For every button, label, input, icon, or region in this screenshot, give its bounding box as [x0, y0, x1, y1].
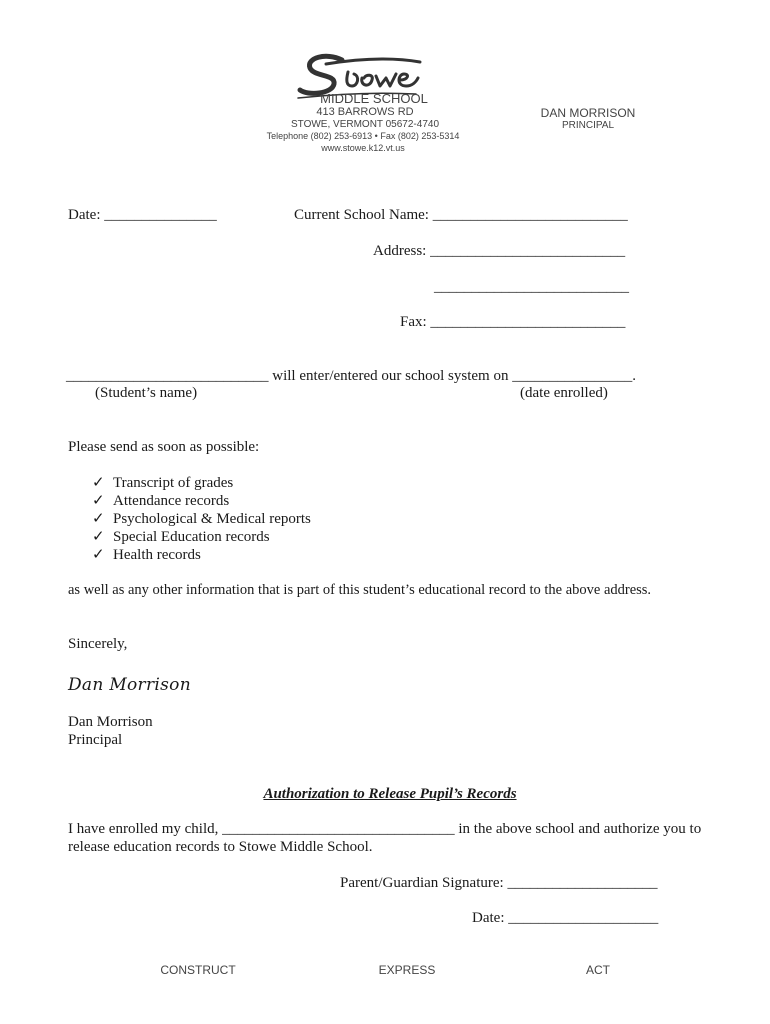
address-blank-1[interactable]: __________________________: [430, 243, 626, 259]
principal-title-header: PRINCIPAL: [561, 120, 615, 131]
school-phone-fax: Telephone (802) 253-6913 • Fax (802) 253-5314: [266, 131, 460, 141]
enrollment-date-blank[interactable]: ________________.: [512, 368, 636, 384]
request-intro: Please send as soon as possible:: [68, 439, 260, 455]
authorization-date-field[interactable]: [472, 910, 658, 927]
list-item: ✓ Health records: [92, 547, 201, 563]
principal-name-header: DAN MORRISON: [540, 106, 636, 120]
enrollment-line: [66, 368, 636, 385]
current-school-field[interactable]: [294, 207, 628, 224]
school-name: MIDDLE SCHOOL: [320, 91, 428, 106]
address-blank-2[interactable]: __________________________: [434, 279, 629, 295]
fax-blank[interactable]: __________________________: [430, 314, 626, 330]
list-item: ✓ Psychological & Medical reports: [92, 511, 311, 527]
footer-motto-act: ACT: [586, 963, 610, 977]
guardian-signature-field[interactable]: [340, 875, 657, 892]
checkmark-icon: ✓: [92, 547, 105, 563]
school-website: www.stowe.k12.vt.us: [321, 143, 405, 153]
address-field[interactable]: [373, 243, 625, 260]
fax-label: Fax:: [400, 314, 427, 330]
handwritten-signature: Dan Morrison: [68, 675, 191, 695]
student-name-blank[interactable]: ___________________________: [66, 368, 269, 384]
sincerely: Sincerely,: [68, 636, 128, 652]
authorization-line-1: [68, 821, 701, 838]
records-checklist: [92, 474, 311, 564]
footer-motto-express: EXPRESS: [378, 963, 436, 977]
checkmark-icon: ✓: [92, 493, 105, 509]
checkmark-icon: ✓: [92, 529, 105, 545]
authorization-date-blank[interactable]: ____________________: [508, 910, 659, 926]
signer-title: Principal: [68, 732, 123, 748]
authorization-title: Authorization to Release Pupil’s Records: [263, 786, 517, 802]
closing-sentence: as well as any other information that is part of this student’s educational record to the above address.: [68, 582, 652, 598]
school-street: 413 BARROWS RD: [316, 106, 414, 118]
list-item: ✓ Attendance records: [92, 493, 230, 509]
signer-name: Dan Morrison: [68, 714, 153, 730]
guardian-signature-label: Parent/Guardian Signature:: [340, 875, 504, 891]
enrollment-sentence: will enter/entered our school system on: [272, 368, 509, 384]
authorization-text-start: I have enrolled my child,: [68, 821, 219, 837]
authorization-date-label: Date:: [472, 910, 505, 926]
date-field[interactable]: [68, 207, 217, 224]
checkmark-icon: ✓: [92, 511, 105, 527]
authorization-text-end: in the above school and authorize you to: [458, 821, 702, 837]
date-label: Date:: [68, 207, 101, 223]
date-blank[interactable]: _______________: [104, 207, 217, 223]
date-enrolled-caption: (date enrolled): [520, 385, 608, 401]
logo-text: Stowe: [296, 50, 299, 51]
fax-field[interactable]: [400, 314, 625, 331]
authorization-line-2: release education records to Stowe Middle School.: [68, 839, 373, 855]
child-name-blank[interactable]: _______________________________: [222, 821, 455, 837]
current-school-label: Current School Name:: [294, 207, 429, 223]
checkmark-icon: ✓: [92, 475, 105, 491]
list-item: ✓ Special Education records: [92, 529, 270, 545]
list-item: ✓ Transcript of grades: [92, 475, 234, 491]
guardian-signature-blank[interactable]: ____________________: [507, 875, 658, 891]
current-school-blank[interactable]: __________________________: [432, 207, 628, 223]
school-city-state-zip: STOWE, VERMONT 05672-4740: [290, 119, 440, 130]
footer-motto-construct: CONSTRUCT: [160, 963, 236, 977]
student-name-caption: (Student’s name): [95, 385, 198, 401]
address-label: Address:: [373, 243, 427, 259]
